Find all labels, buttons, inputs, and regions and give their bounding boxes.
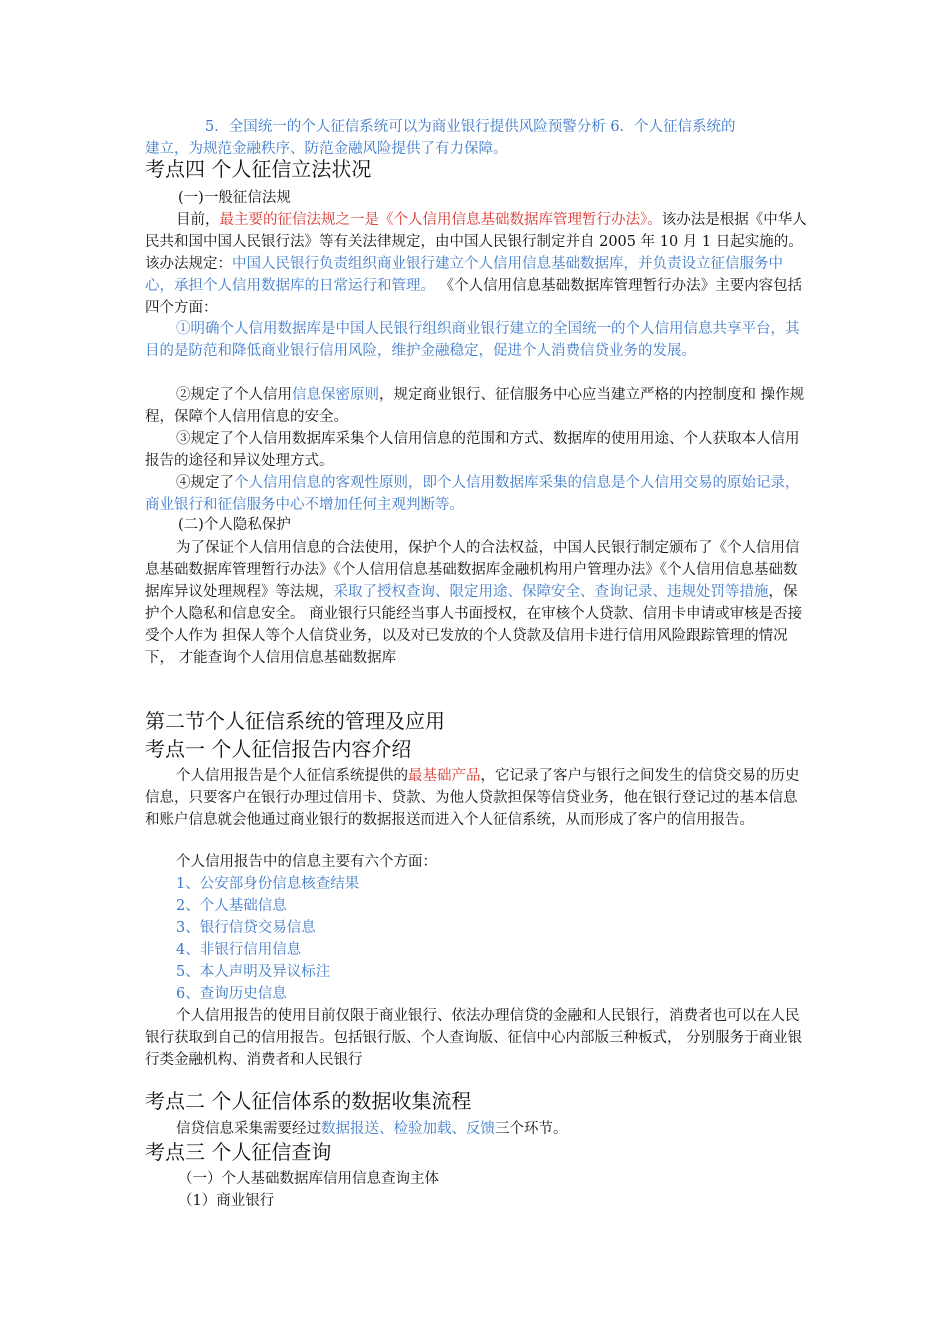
subheading-general-regulations: (一)一般征信法规 [178,190,291,206]
text-span: ，规定商业银行、征信服务中心应当建立严格的内控制度和 操作规程，保障个人信用信息的安全。 [145,387,805,425]
paragraph-privacy [145,537,808,669]
text-span: 个人信用报告是个人征信系统提供的 [176,768,408,784]
intro-line-1: 5．全国统一的个人征信系统可以为商业银行提供风险预警分析 6．个人征信系统的 [205,119,736,135]
subheading-privacy: (二)个人隐私保护 [178,517,291,533]
subheading-query-subject: （一）个人基础数据库信用信息查询主体 [178,1171,439,1187]
list-item: 3、银行信贷交易信息 [176,920,316,936]
paragraph-data-collection [145,1118,808,1140]
highlight-blue: 个人信用信息的客观性原则，即个人信用数据库采集的信息是个人信用交易的原始记录，商业银行和征信服务中心不增加任何主观判断等。 [145,475,800,513]
chapter-heading: 第二节个人征信系统的管理及应用 [145,709,445,733]
paragraph-report-usage: 个人信用报告的使用目前仅限于商业银行、依法办理信贷的金融和人民银行，消费者也可以在人民银行获取到自己的信用报告。包括银行版、个人查询版、征信中心内部版三种板式， 分别服务于商业银行类金融机构、消费者和人民银行 [145,1008,803,1068]
section-heading-k1: 考点一 个人征信报告内容介绍 [145,737,412,761]
text-span: 《个人信用信息基础数据库管理暂行办法》主要内容包括四个方面： [145,278,803,316]
list-item-4 [145,472,808,516]
text-span: ，它记录了客户与银行之间发生的信贷交易的历史信息，只要客户在银行办理过信用卡、贷款、为他人贷款担保等信贷业务，他在银行登记过的基本信息和账户信息就会他通过商业银行的数据报送而进入个人征信系统，从而形成了客户的信用报告。 [145,768,800,828]
highlight-blue: 信息保密原则 [292,387,379,403]
highlight-red: 最基础产品 [408,768,481,784]
list-item: 6、查询历史信息 [176,986,287,1002]
text-span: 三个环节。 [495,1121,568,1137]
list-item: 5、本人声明及异议标注 [176,964,331,980]
text-span: 信贷信息采集需要经过 [176,1121,321,1137]
list-item: 2、个人基础信息 [176,898,287,914]
list-item: 4、非银行信用信息 [176,942,302,958]
text-span: 目前， [176,212,220,228]
text-span: ④规定了 [176,475,234,491]
paragraph-regulations [145,209,808,319]
highlight-red: 最主要的征信法规之一是《个人信用信息基础数据库管理暂行办法》。 [219,212,662,228]
list-item-2 [145,384,808,428]
section-heading-k4: 考点四 个人征信立法状况 [145,157,372,181]
section-heading-k2: 考点二 个人征信体系的数据收集流程 [145,1089,472,1113]
paragraph-report [145,765,808,831]
intro-paragraph [145,116,808,160]
text-span: ，保护个人隐私和信息安全。 商业银行只能经当事人书面授权，在审核个人贷款、信用卡申请或审核是否接受个人作为 担保人等个人信贷业务，以及对已发放的个人贷款及信用卡进行信用风险跟踪管理的情况下， 才能查询个人信用信息基础数据库 [145,584,803,666]
subheading-commercial-bank: （1）商业银行 [178,1193,275,1209]
text-span: 该办法是根据《中华人民共和国中国人民银行法》等有关法律规定，由中国人民银行制定并自 2005 年 10 月 1 日起实施的。该办法规定： [145,212,807,272]
highlight-blue: 采取了授权查询、限定用途、保障安全、查询记录、违规处罚等措施 [333,584,769,600]
list-item-3: ③规定了个人信用数据库采集个人信用信息的范围和方式、数据库的使用用途、个人获取本人信用报告的途径和异议处理方式。 [145,431,800,469]
highlight-blue: 中国人民银行负责组织商业银行建立个人信用信息基础数据库，并负责设立征信服务中心，承担个人信用数据库的日常运行和管理。 [145,256,783,294]
text-span: 为了保证个人信用信息的合法使用，保护个人的合法权益，中国人民银行制定颁布了《个人信用信息基础数据库管理暂行办法》《个人信用信息基础数据库金融机构用户管理办法》《个人信用信息基础数据库异议处理规程》等法规， [145,540,800,600]
paragraph-six-aspects: 个人信用报告中的信息主要有六个方面： [176,854,437,870]
list-item-1: ①明确个人信用数据库是中国人民银行组织商业银行建立的全国统一的个人信用信息共享平台，其目的是防范和降低商业银行信用风险，维护金融稳定，促进个人消费信贷业务的发展。 [145,321,800,359]
highlight-blue: 数据报送、检验加载、反馈 [321,1121,495,1137]
text-span: ②规定了个人信用 [176,387,292,403]
section-heading-k3: 考点三 个人征信查询 [145,1140,332,1164]
list-item: 1、公安部身份信息核查结果 [176,876,360,892]
intro-line-2: 建立，为规范金融秩序、防范金融风险提供了有力保障。 [145,141,508,157]
